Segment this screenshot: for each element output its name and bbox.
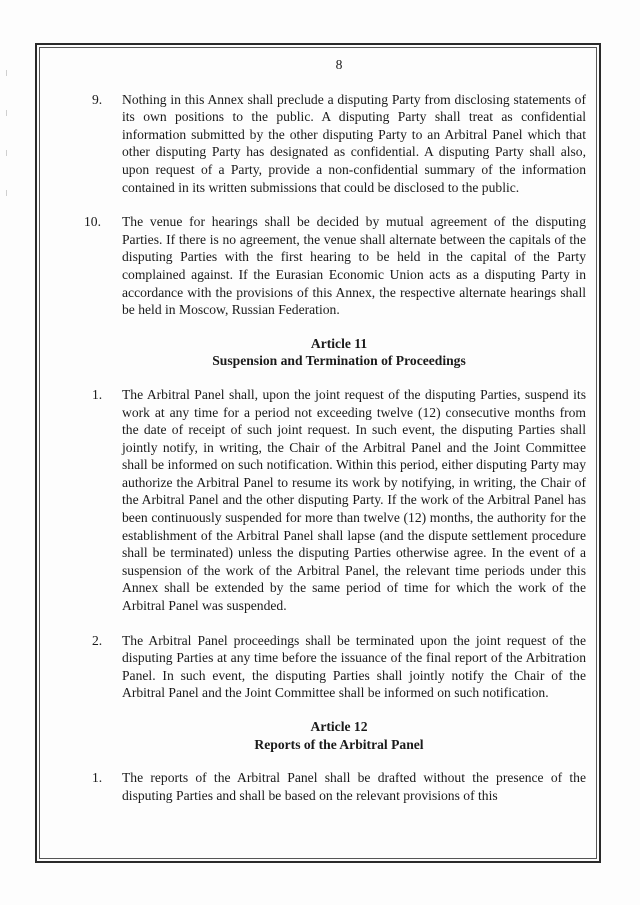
article-subtitle: Reports of the Arbitral Panel	[254, 736, 424, 752]
article-title: Article 11	[310, 335, 368, 351]
paragraph-10	[84, 213, 586, 319]
paragraph-number: 10.	[84, 214, 101, 230]
page-content	[84, 56, 586, 804]
article-11-heading	[92, 335, 586, 370]
paragraph-text: The venue for hearings shall be decided by mutual agreement of the disputing Parties. If there is no agreement, the venue shall alternate between the capitals of the disputing Parties with the first hearing to be held in the capital of the Party complained against. If the Eurasian Economic Union acts as a disputing Party in accordance with the provisions of this Annex, the respective alternate hearings shall be held in Moscow, Russian Federation.	[122, 214, 586, 318]
scan-mark	[6, 150, 7, 156]
paragraph-text: The reports of the Arbitral Panel shall be drafted without the presence of the disputing Parties and shall be based on the relevant provisions of this	[122, 770, 586, 803]
article-title: Article 12	[310, 719, 368, 734]
article-11-paragraph-1	[92, 386, 586, 615]
paragraph-number: 9.	[92, 91, 103, 107]
paragraph-text: The Arbitral Panel proceedings shall be terminated upon the joint request of the disputing Parties at any time before the issuance of the final report of the Arbitration Panel. In such event, the disputing Parties shall jointly notify the Chair of the Arbitral Panel and the Joint Committee shall be informed on such notification.	[122, 632, 586, 701]
paragraph-9	[92, 91, 586, 197]
article-11-paragraph-2	[92, 632, 586, 702]
scan-mark	[6, 70, 7, 76]
article-subtitle: Suspension and Termination of Proceedings	[212, 353, 466, 369]
article-12-heading	[92, 718, 586, 753]
page-number: 8	[335, 57, 343, 72]
scan-mark	[6, 110, 7, 116]
article-12-paragraph-1	[92, 769, 586, 804]
paragraph-number: 1.	[92, 770, 103, 786]
paragraph-text: The Arbitral Panel shall, upon the joint request of the disputing Parties, suspend its work at any time for a period not exceeding twelve (12) consecutive months from the date of receipt of such joint request. In such event, the disputing Parties shall jointly notify, in writing, the Chair of the Arbitral Panel and the Joint Committee shall be informed on such notification. Within this period, either disputing Party may authorize the Arbitral Panel to resume its work by notifying, in writing, the Chair of the Arbitral Panel and the other disputing Party. If the work of the Arbitral Panel has been continuously suspended for more than twelve (12) months, the authority for the establishment of the Arbitral Panel shall lapse (and the dispute settlement procedure shall be terminated) unless the disputing Parties otherwise agree. In the event of a suspension of the work of the Arbitral Panel, the relevant time periods under this Annex shall be extended by the same period of time for which the work of the Arbitral Panel was suspended.	[122, 386, 586, 614]
paragraph-text: Nothing in this Annex shall preclude a disputing Party from disclosing statements of its own positions to the public. A disputing Party shall treat as confidential information submitted by the other disputing Party to an Arbitral Panel which that other disputing Party has designated as confidential. A disputing Party shall also, upon request of a Party, provide a non-confidential summary of the information contained in its written submissions that could be disclosed to the public.	[122, 91, 586, 195]
scan-mark	[6, 190, 7, 196]
paragraph-number: 1.	[92, 386, 103, 402]
paragraph-number: 2.	[92, 632, 103, 648]
